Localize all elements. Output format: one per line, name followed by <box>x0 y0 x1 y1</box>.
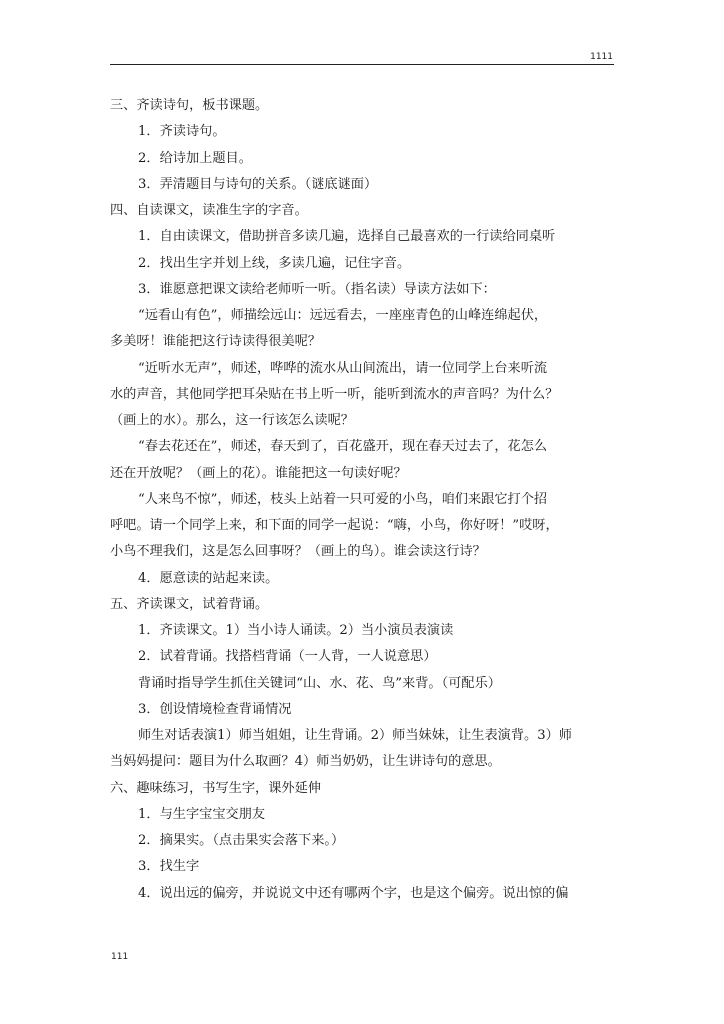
text-line: 背诵时指导学生抓住关键词“山、水、花、鸟”来背。（可配乐） <box>138 675 501 691</box>
text-line: 4．愿意读的站起来读。 <box>138 570 279 586</box>
text-line: 四、自读课文，读准生字的字音。 <box>110 203 308 218</box>
footer-page-number: 111 <box>111 952 129 962</box>
text-line: （画上的水）。那么，这一行该怎么读呢？ <box>110 413 354 428</box>
text-line: 师生对话表演1）师当姐姐，让生背诵。2）师当妹妹，让生表演背。3）师 <box>138 728 572 743</box>
header-page-number: 1111 <box>590 52 613 62</box>
text-line: 4．说出远的偏旁，并说说文中还有哪两个字，也是这个偏旁。说出惊的偏 <box>138 885 569 901</box>
text-line: “人来鸟不惊”，师述，枝头上站着一只可爱的小鸟，咱们来跟它打个招 <box>138 491 548 507</box>
text-line: 1．齐读课文。1）当小诗人诵读。2）当小演员表演读 <box>138 623 454 638</box>
text-line: “近听水无声”，师述，哗哗的流水从山间流出，请一位同学上台来听流 <box>138 360 548 376</box>
text-line: 还在开放呢？（画上的花）。谁能把这一句读好呢？ <box>110 465 407 481</box>
text-line: 1．齐读诗句。 <box>138 124 226 140</box>
text-line: 3．找生字 <box>138 859 200 875</box>
text-line: 2．找出生字并划上线，多读几遍，记住字音。 <box>138 255 411 271</box>
text-line: 呼吧。请一个同学上来，和下面的同学一起说：“嗨，小鸟，你好呀！”哎呀， <box>110 518 559 533</box>
text-line: 当妈妈提问：题目为什么取画？4）师当奶奶，让生讲诗句的意思。 <box>110 754 501 770</box>
text-line: 多美呀！谁能把这行诗读得很美呢？ <box>110 334 321 350</box>
text-line: 小鸟不理我们，这是怎么回事呀？（画上的鸟）。谁会读这行诗？ <box>110 544 486 560</box>
text-line: 2．试着背诵。找搭档背诵（一人背，一人说意思） <box>138 649 437 665</box>
text-line: 2．摘果实。（点击果实会落下来。） <box>138 833 345 848</box>
text-line: 3．弄清题目与诗句的关系。（谜底谜面） <box>138 176 378 192</box>
text-line: 3．创设情境检查背诵情况 <box>138 701 292 717</box>
text-line: 三、齐读诗句，板书课题。 <box>110 98 269 113</box>
header-rule <box>110 64 614 65</box>
document-body <box>110 93 614 907</box>
text-line: 五、齐读课文，试着背诵。 <box>110 596 269 612</box>
text-line: 3．谁愿意把课文读给老师听一听。（指名读）导读方法如下： <box>138 281 496 297</box>
text-line: 1．与生字宝宝交朋友 <box>138 806 266 822</box>
text-line: “远看山有色”，师描绘远山：远远看去，一座座青色的山峰连绵起伏， <box>138 308 548 323</box>
text-line: “春去花还在”，师述，春天到了，百花盛开，现在春天过去了，花怎么 <box>138 439 548 455</box>
text-line: 水的声音，其他同学把耳朵贴在书上听一听，能听到流水的声音吗？为什么？ <box>110 386 559 402</box>
text-line: 1．自由读课文，借助拼音多读几遍，选择自己最喜欢的一行读给同桌听 <box>138 229 556 245</box>
text-line: 六、趣味练习，书写生字，课外延伸 <box>110 780 321 796</box>
text-line: 2．给诗加上题目。 <box>138 150 252 166</box>
